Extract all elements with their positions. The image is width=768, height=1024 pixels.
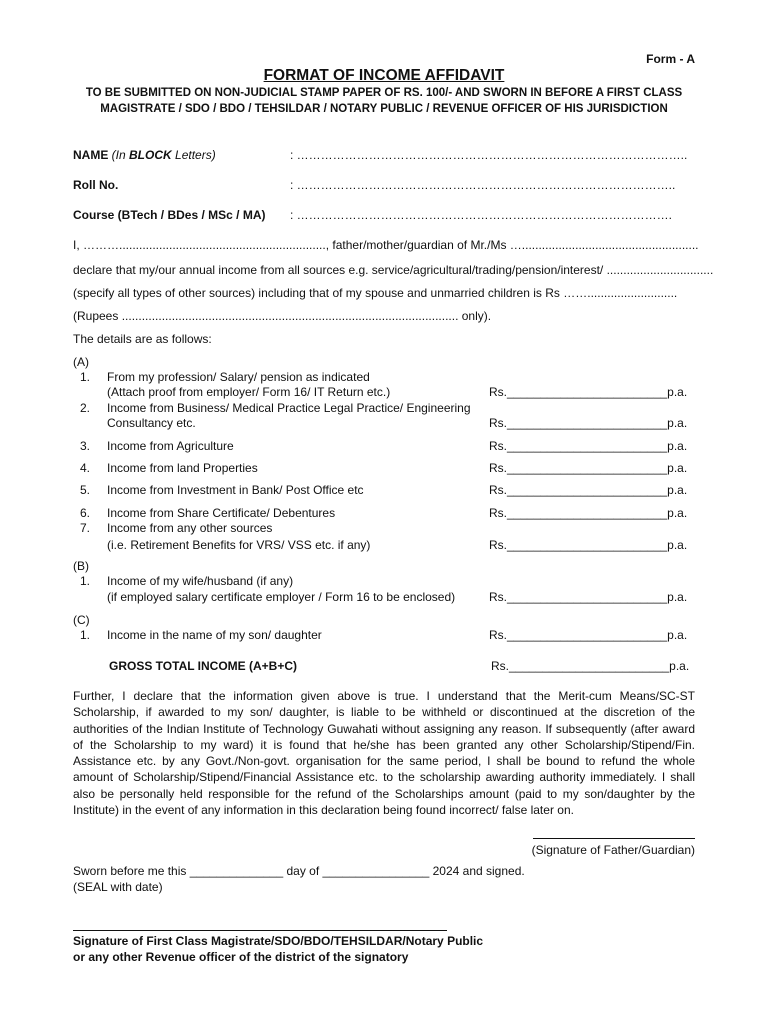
declaration-line-3: (specify all types of other sources) including that of my spouse and unmarried children is Rs ……...........................: [73, 286, 678, 300]
course-field[interactable]: : ………………………………………………………………………………….: [290, 208, 673, 222]
magistrate-signature-label-1: Signature of First Class Magistrate/SDO/BDO/TEHSILDAR/Notary Public: [73, 934, 484, 948]
item-number: 1.: [80, 574, 91, 588]
guardian-signature-label: (Signature of Father/Guardian): [531, 843, 695, 857]
page-title: FORMAT OF INCOME AFFIDAVIT: [263, 67, 505, 84]
item-c1-amount[interactable]: Rs.________________________p.a.: [489, 628, 688, 642]
item-b1-line-2: (if employed salary certificate employer / Form 16 to be enclosed): [107, 590, 456, 604]
item-number: 2.: [80, 401, 91, 415]
magistrate-signature-line: [73, 930, 447, 931]
further-declaration-paragraph: Further, I declare that the information given above is true. I understand that the Merit-cum Means/SC-ST Scholarship, if awarded to my son/ daughter, is liable to be withheld or discontinued at the discretion of the authorities of the Indian Institute of Technology Guwahati without assigning any reason. If subsequently (after award of the Scholarship to my ward) it is found that he/she has been granted any other Scholarship/Stipend/Fin. Assistance etc. by any Govt./Non-govt. organisation for the same period, I shall be bound to refund the whole amount of Scholarship/Stipend/Financial Assistance etc. to the scholarship awarding authority immediately. I shall also be personally held responsible for the refund of the Scholarships amount (paid to my son/daughter by the Institute) in the event of any information in this declaration being found incorrect/ false later on.: [73, 689, 695, 818]
item-b1-line-1: Income of my wife/husband (if any): [107, 574, 294, 588]
magistrate-signature-label-2: or any other Revenue officer of the district of the signatory: [73, 950, 409, 964]
subtitle-line-1: TO BE SUBMITTED ON NON-JUDICIAL STAMP PAPER OF RS. 100/- AND SWORN IN BEFORE A FIRST CLASS: [85, 87, 683, 99]
item-4-line-1: Income from land Properties: [107, 461, 258, 475]
item-2-line-1: Income from Business/ Medical Practice Legal Practice/ Engineering: [107, 401, 471, 415]
item-6-line-1: Income from Share Certificate/ Debentures: [107, 506, 336, 520]
form-label: Form - A: [646, 52, 695, 66]
item-number: 6.: [80, 506, 91, 520]
section-b-label: (B): [73, 559, 89, 573]
item-c1-line-1: Income in the name of my son/ daughter: [107, 628, 322, 642]
name-field-label: [73, 148, 216, 162]
item-3-amount[interactable]: Rs.________________________p.a.: [489, 439, 688, 453]
roll-field[interactable]: : …………………………………………………………………………………..: [290, 178, 676, 192]
item-5-line-1: Income from Investment in Bank/ Post Office etc: [107, 483, 364, 497]
name-field[interactable]: : ……………………………………………………………………………………..: [290, 148, 688, 162]
declaration-line-5: The details are as follows:: [73, 332, 212, 346]
item-1-line-1: From my profession/ Salary/ pension as indicated: [107, 370, 370, 384]
item-2-amount[interactable]: Rs.________________________p.a.: [489, 416, 688, 430]
item-number: 3.: [80, 439, 91, 453]
declaration-line-1: I, ……….............................................................., father/mother/guardian of Mr./Ms ….....................................................: [73, 238, 699, 252]
item-b1-amount[interactable]: Rs.________________________p.a.: [489, 590, 688, 604]
guardian-signature-line: [533, 838, 695, 839]
item-1-line-2: (Attach proof from employer/ Form 16/ IT Return etc.): [107, 385, 391, 399]
item-7-line-2: (i.e. Retirement Benefits for VRS/ VSS etc. if any): [107, 538, 371, 552]
seal-label: (SEAL with date): [73, 880, 163, 894]
section-a-label: (A): [73, 355, 89, 369]
declaration-line-2: declare that my/our annual income from all sources e.g. service/agricultural/trading/pension/interest/ ................................: [73, 263, 714, 277]
roll-field-label: Roll No.: [73, 178, 119, 192]
name-hint-close: Letters): [171, 148, 216, 162]
item-2-line-2: Consultancy etc.: [107, 416, 196, 430]
course-field-label: Course (BTech / BDes / MSc / MA): [73, 208, 266, 222]
item-number: 1.: [80, 370, 91, 384]
name-hint-block: BLOCK: [129, 148, 172, 162]
name-label: NAME: [73, 148, 109, 162]
item-number: 1.: [80, 628, 91, 642]
subtitle-line-2: MAGISTRATE / SDO / BDO / TEHSILDAR / NOTARY PUBLIC / REVENUE OFFICER OF HIS JURISDICTION: [100, 103, 668, 115]
item-5-amount[interactable]: Rs.________________________p.a.: [489, 483, 688, 497]
declaration-line-4: (Rupees ..................................................................................................... only).: [73, 309, 492, 323]
section-c-label: (C): [73, 613, 90, 627]
item-number: 4.: [80, 461, 91, 475]
gross-total-amount[interactable]: Rs.________________________p.a.: [491, 659, 690, 673]
item-4-amount[interactable]: Rs.________________________p.a.: [489, 461, 688, 475]
item-number: 5.: [80, 483, 91, 497]
item-7-amount[interactable]: Rs.________________________p.a.: [489, 538, 688, 552]
gross-total-label: GROSS TOTAL INCOME (A+B+C): [109, 659, 298, 673]
item-3-line-1: Income from Agriculture: [107, 439, 234, 453]
item-7-line-1: Income from any other sources: [107, 521, 273, 535]
item-number: 7.: [80, 521, 91, 535]
item-6-amount[interactable]: Rs.________________________p.a.: [489, 506, 688, 520]
item-1-amount[interactable]: Rs.________________________p.a.: [489, 385, 688, 399]
name-hint-open: (In: [108, 148, 130, 162]
sworn-line: Sworn before me this ______________ day of ________________ 2024 and signed.: [73, 864, 525, 878]
